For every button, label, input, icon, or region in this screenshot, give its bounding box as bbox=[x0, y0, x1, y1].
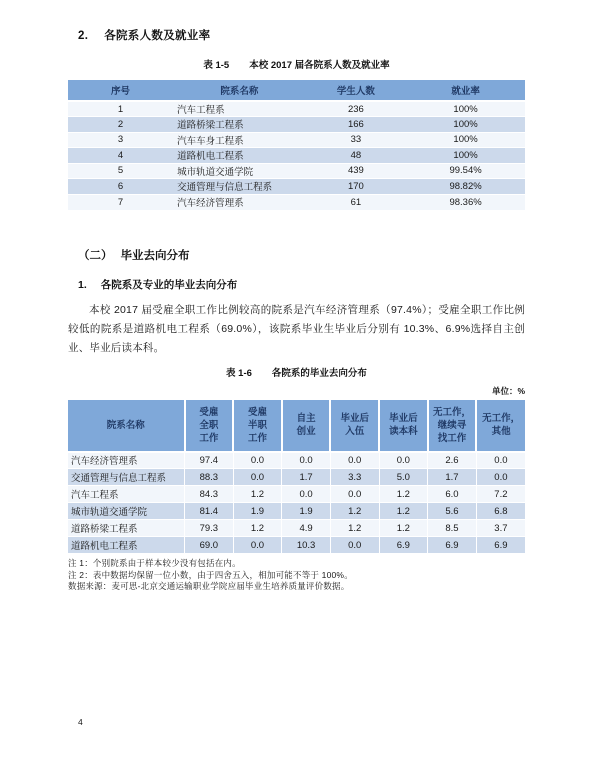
table-cell: 100% bbox=[406, 101, 525, 117]
subsection-title: 各院系及专业的毕业去向分布 bbox=[100, 278, 238, 291]
table-1-6-caption-title: 各院系的毕业去向分布 bbox=[271, 367, 367, 379]
table-row bbox=[68, 486, 525, 503]
table-cell: 0.0 bbox=[282, 452, 331, 469]
table-cell: 98.82% bbox=[406, 179, 525, 195]
table-cell: 7.2 bbox=[476, 486, 525, 503]
body-paragraph: 本校 2017 届受雇全职工作比例较高的院系是汽车经济管理系（97.4%）；受雇全职工作比例较低的院系是道路机电工程系（69.0%），该院系毕业生毕业后分别有 10.3%、6.9%选择自主创业、毕业后读本科。 bbox=[68, 303, 525, 354]
table-cell: 4 bbox=[68, 148, 173, 164]
column-header: 学生人数 bbox=[306, 80, 407, 101]
table-cell: 1.2 bbox=[379, 520, 428, 537]
column-header: 毕业后 读本科 bbox=[379, 400, 428, 452]
table-cell: 99.54% bbox=[406, 163, 525, 179]
table-cell: 0.0 bbox=[233, 537, 282, 554]
table-header-row bbox=[68, 400, 525, 452]
table-cell: 0.0 bbox=[379, 452, 428, 469]
table-cell: 0.0 bbox=[476, 452, 525, 469]
table-cell: 10.3 bbox=[282, 537, 331, 554]
table-cell: 8.5 bbox=[428, 520, 477, 537]
table-cell: 0.0 bbox=[330, 452, 379, 469]
table-cell: 79.3 bbox=[185, 520, 234, 537]
section-title: 各院系人数及就业率 bbox=[104, 30, 211, 42]
table-1-5-caption bbox=[68, 57, 525, 71]
table-1-6-header bbox=[68, 400, 525, 452]
section-b-number: （二） bbox=[78, 249, 113, 262]
table-row bbox=[68, 194, 525, 210]
table-cell: 2.6 bbox=[428, 452, 477, 469]
table-cell: 1.2 bbox=[379, 486, 428, 503]
table-cell: 6.0 bbox=[428, 486, 477, 503]
table-row bbox=[68, 117, 525, 133]
page-number: 4 bbox=[78, 717, 83, 727]
table-cell: 交通管理与信息工程系 bbox=[68, 469, 185, 486]
table-cell: 1.7 bbox=[428, 469, 477, 486]
data-source-note: 数据来源：麦可思-北京交通运输职业学院应届毕业生培养质量评价数据。 bbox=[68, 581, 350, 591]
table-cell: 6 bbox=[68, 179, 173, 195]
table-1-5 bbox=[68, 80, 525, 210]
subsection-heading-1 bbox=[68, 277, 525, 292]
note-1: 注 1：个别院系由于样本较少没有包括在内。 bbox=[68, 558, 241, 568]
table-cell: 69.0 bbox=[185, 537, 234, 554]
table-row bbox=[68, 148, 525, 164]
table-cell: 100% bbox=[406, 132, 525, 148]
section-heading-2 bbox=[68, 27, 525, 43]
table-cell: 0.0 bbox=[476, 469, 525, 486]
table-cell: 城市轨道交通学院 bbox=[173, 163, 306, 179]
table-1-5-caption-label: 表 1-5 bbox=[203, 60, 230, 71]
table-cell: 33 bbox=[306, 132, 407, 148]
column-header: 受雇 全职 工作 bbox=[185, 400, 234, 452]
table-cell: 1.2 bbox=[379, 503, 428, 520]
table-cell: 97.4 bbox=[185, 452, 234, 469]
table-row bbox=[68, 163, 525, 179]
table-cell: 道路桥梁工程系 bbox=[68, 520, 185, 537]
table-cell: 1.9 bbox=[282, 503, 331, 520]
subsection-number: 1. bbox=[78, 278, 87, 291]
table-cell: 1 bbox=[68, 101, 173, 117]
column-header: 自主 创业 bbox=[282, 400, 331, 452]
table-cell: 4.9 bbox=[282, 520, 331, 537]
table-cell: 0.0 bbox=[330, 537, 379, 554]
table-cell: 6.9 bbox=[476, 537, 525, 554]
table-cell: 5.6 bbox=[428, 503, 477, 520]
table-cell: 439 bbox=[306, 163, 407, 179]
table-cell: 88.3 bbox=[185, 469, 234, 486]
table-cell: 100% bbox=[406, 148, 525, 164]
table-cell: 道路机电工程系 bbox=[173, 148, 306, 164]
table-row bbox=[68, 179, 525, 195]
column-header: 无工作， 其他 bbox=[476, 400, 525, 452]
table-cell: 48 bbox=[306, 148, 407, 164]
table-cell: 1.9 bbox=[233, 503, 282, 520]
table-cell: 166 bbox=[306, 117, 407, 133]
table-cell: 100% bbox=[406, 117, 525, 133]
table-cell: 道路桥梁工程系 bbox=[173, 117, 306, 133]
table-cell: 7 bbox=[68, 194, 173, 210]
table-cell: 0.0 bbox=[330, 486, 379, 503]
column-header: 受雇 半职 工作 bbox=[233, 400, 282, 452]
table-cell: 汽车车身工程系 bbox=[173, 132, 306, 148]
column-header: 序号 bbox=[68, 80, 173, 101]
table-cell: 汽车经济管理系 bbox=[173, 194, 306, 210]
table-1-6-body bbox=[68, 452, 525, 554]
note-2: 注 2：表中数据均保留一位小数，由于四舍五入，相加可能不等于 100%。 bbox=[68, 569, 353, 580]
table-cell: 1.2 bbox=[233, 486, 282, 503]
table-cell: 170 bbox=[306, 179, 407, 195]
section-number: 2. bbox=[78, 30, 89, 42]
table-cell: 汽车经济管理系 bbox=[68, 452, 185, 469]
table-row bbox=[68, 132, 525, 148]
table-cell: 2 bbox=[68, 117, 173, 133]
section-b-title: 毕业去向分布 bbox=[120, 249, 190, 262]
table-cell: 0.0 bbox=[233, 452, 282, 469]
table-cell: 5.0 bbox=[379, 469, 428, 486]
table-row bbox=[68, 537, 525, 554]
table-cell: 61 bbox=[306, 194, 407, 210]
table-1-6-caption-label: 表 1-6 bbox=[226, 367, 252, 379]
table-1-6 bbox=[68, 400, 525, 555]
table-cell: 5 bbox=[68, 163, 173, 179]
table-cell: 84.3 bbox=[185, 486, 234, 503]
table-header-row bbox=[68, 80, 525, 101]
table-cell: 0.0 bbox=[233, 469, 282, 486]
table-cell: 1.2 bbox=[330, 503, 379, 520]
table-cell: 1.7 bbox=[282, 469, 331, 486]
table-row bbox=[68, 520, 525, 537]
table-cell: 汽车工程系 bbox=[68, 486, 185, 503]
table-1-6-caption bbox=[68, 365, 525, 379]
unit-label: 单位：% bbox=[491, 385, 525, 396]
table-cell: 6.8 bbox=[476, 503, 525, 520]
table-cell: 3 bbox=[68, 132, 173, 148]
table-notes bbox=[68, 558, 525, 593]
table-cell: 1.2 bbox=[233, 520, 282, 537]
column-header: 院系名称 bbox=[68, 400, 185, 452]
table-cell: 236 bbox=[306, 101, 407, 117]
table-1-5-body bbox=[68, 101, 525, 210]
column-header: 毕业后 入伍 bbox=[330, 400, 379, 452]
table-row bbox=[68, 503, 525, 520]
table-1-5-caption-title: 本校 2017 届各院系人数及就业率 bbox=[249, 60, 390, 71]
table-cell: 0.0 bbox=[282, 486, 331, 503]
table-1-5-header bbox=[68, 80, 525, 101]
column-header: 就业率 bbox=[406, 80, 525, 101]
table-cell: 汽车工程系 bbox=[173, 101, 306, 117]
table-cell: 6.9 bbox=[379, 537, 428, 554]
table-row bbox=[68, 452, 525, 469]
table-cell: 98.36% bbox=[406, 194, 525, 210]
section-heading-b bbox=[68, 247, 525, 263]
column-header: 院系名称 bbox=[173, 80, 306, 101]
table-cell: 道路机电工程系 bbox=[68, 537, 185, 554]
table-cell: 3.3 bbox=[330, 469, 379, 486]
table-cell: 交通管理与信息工程系 bbox=[173, 179, 306, 195]
table-row bbox=[68, 101, 525, 117]
column-header: 无工作， 继续寻 找工作 bbox=[428, 400, 477, 452]
table-cell: 城市轨道交通学院 bbox=[68, 503, 185, 520]
table-cell: 81.4 bbox=[185, 503, 234, 520]
table-row bbox=[68, 469, 525, 486]
table-cell: 1.2 bbox=[330, 520, 379, 537]
table-cell: 6.9 bbox=[428, 537, 477, 554]
table-cell: 3.7 bbox=[476, 520, 525, 537]
